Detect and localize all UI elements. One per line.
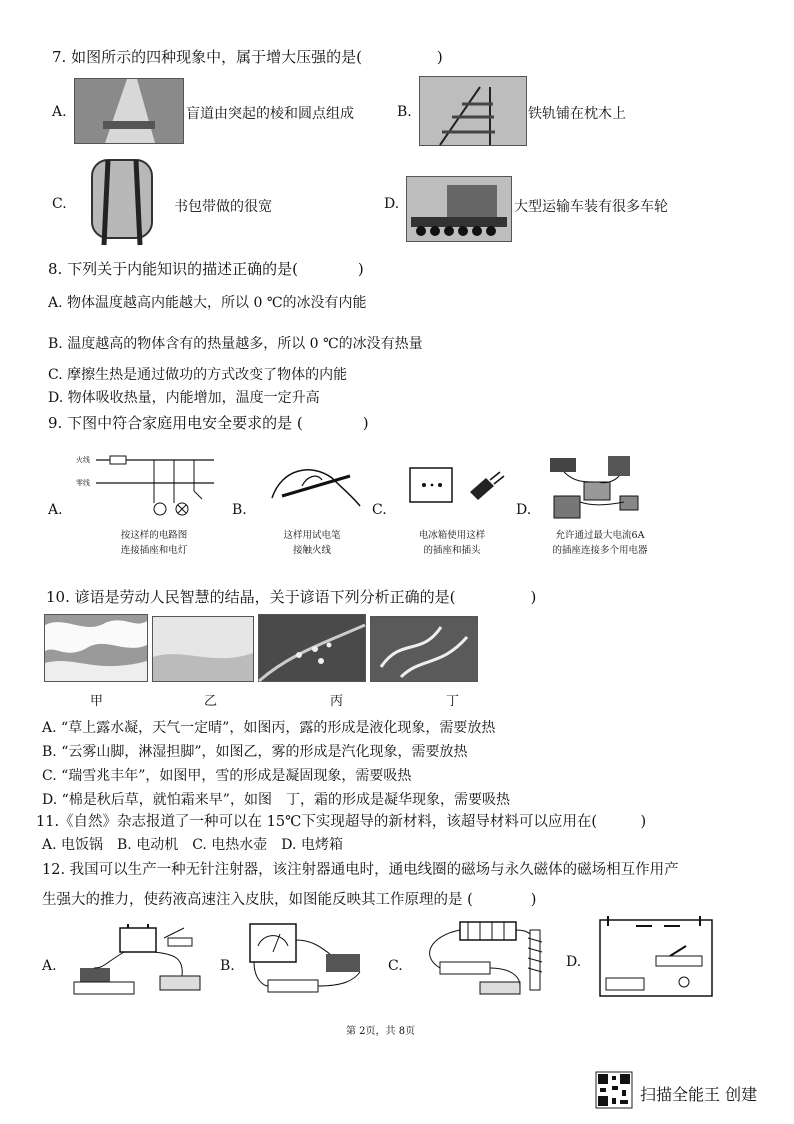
q12-stem-line1: 12. 我国可以生产一种无针注射器，该注射器通电时，通电线圈的磁场与永久磁体的磁场相互作用产	[42, 862, 679, 878]
q9-test-pen-illustration	[262, 458, 362, 508]
q8-option-a: A. 物体温度越高内能越大，所以 0 ℃的冰没有内能	[48, 295, 367, 311]
q7-option-d-letter: D.	[384, 196, 400, 212]
q10-option-a: A. “草上露水凝，天气一定晴”，如图丙，露的形成是液化现象，需要放热	[42, 720, 496, 736]
truck-illustration	[407, 177, 511, 241]
q8-stem: 8. 下列关于内能知识的描述正确的是( )	[48, 260, 364, 278]
q7-option-a-letter: A.	[52, 104, 67, 120]
q7-image-c	[74, 150, 170, 250]
q7-option-b-caption: 铁轨铺在枕木上	[528, 106, 626, 122]
q10-image-bing	[258, 614, 366, 682]
q10-image-ding	[370, 616, 478, 682]
watermark-text: 扫描全能王 创建	[640, 1085, 758, 1104]
q9-option-c-caption-line2: 的插座和插头	[423, 545, 481, 556]
blind-path-illustration	[75, 79, 183, 143]
q12-apparatus-a	[64, 924, 214, 1002]
q10-label-yi: 乙	[204, 694, 218, 709]
dew-illustration	[259, 615, 365, 681]
q10-option-d: D. “棉是秋后草，就怕霜来早”，如图 丁，霜的形成是凝华现象，需要吸热	[42, 792, 510, 808]
q8-option-b: B. 温度越高的物体含有的热量越多，所以 0 ℃的冰没有热量	[48, 336, 423, 352]
q9-option-d-caption-line2: 的插座连接多个用电器	[552, 545, 648, 556]
q9-option-a-caption-line1: 按这样的电路图	[120, 530, 188, 541]
q10-label-jia: 甲	[90, 694, 104, 709]
q9-live-wire-label: 火线	[76, 456, 90, 464]
q8-option-d: D. 物体吸收热量，内能增加，温度一定升高	[48, 390, 320, 406]
qr-code-icon	[596, 1072, 632, 1108]
q9-option-c-caption	[402, 528, 502, 558]
q10-option-c: C. “瑞雪兆丰年”，如图甲，雪的形成是凝固现象，需要吸热	[42, 768, 412, 784]
q7-image-a	[74, 78, 184, 144]
q12-stem-line2: 生强大的推力，使药液高速注入皮肤，如图能反映其工作原理的是 ( )	[42, 892, 537, 908]
railway-illustration	[420, 77, 526, 145]
q7-option-c-letter: C.	[52, 196, 67, 212]
q12-apparatus-c	[410, 916, 550, 1002]
q9-option-d-letter: D.	[516, 502, 532, 518]
q11-stem: 11.《自然》杂志报道了一种可以在 15℃下实现超导的新材料，该超导材料可以应用在( )	[36, 814, 647, 830]
q9-power-strip-illustration	[544, 452, 644, 524]
q7-image-b	[419, 76, 527, 146]
q10-label-ding: 丁	[446, 694, 460, 709]
q7-option-a-caption: 盲道由突起的棱和圆点组成	[186, 106, 354, 122]
q7-option-c-caption: 书包带做的很宽	[174, 199, 272, 215]
q9-circuit-diagram	[96, 455, 216, 517]
q9-neutral-wire-label: 零线	[76, 479, 90, 487]
q7-option-b-letter: B.	[397, 104, 412, 120]
q9-option-c-caption-line1: 电冰箱使用这样	[418, 530, 486, 541]
q10-image-jia	[44, 614, 148, 682]
q10-stem: 10. 谚语是劳动人民智慧的结晶，关于谚语下列分析正确的是( )	[46, 588, 537, 606]
q9-option-b-letter: B.	[232, 502, 247, 518]
snow-illustration	[45, 615, 147, 681]
q9-option-c-letter: C.	[372, 502, 387, 518]
q12-option-a-letter: A.	[42, 958, 57, 974]
q7-option-d-caption: 大型运输车装有很多车轮	[514, 199, 668, 215]
q9-option-a-caption	[104, 528, 204, 558]
fog-illustration	[153, 617, 253, 681]
q7-image-d	[406, 176, 512, 242]
q9-stem: 9. 下图中符合家庭用电安全要求的是 ( )	[48, 414, 369, 432]
q10-option-b: B. “云雾山脚，淋湿担脚”，如图乙，雾的形成是汽化现象，需要放热	[42, 744, 468, 760]
q12-option-c-letter: C.	[388, 958, 403, 974]
q9-option-b-caption-line1: 这样用试电笔	[283, 530, 341, 541]
q12-apparatus-b	[244, 920, 376, 1000]
q9-socket-plug-illustration	[408, 466, 508, 506]
q9-option-d-caption-line1: 允许通过最大电流6A	[555, 530, 645, 541]
q9-option-a-caption-line2: 连接插座和电灯	[120, 545, 188, 556]
page-footer: 第 2页，共 8页	[346, 1026, 416, 1037]
q8-option-c: C. 摩擦生热是通过做功的方式改变了物体的内能	[48, 367, 348, 383]
q11-options: A. 电饭锅 B. 电动机 C. 电热水壶 D. 电烤箱	[42, 837, 343, 853]
backpack-illustration	[74, 150, 170, 250]
q9-option-a-letter: A.	[48, 502, 63, 518]
q9-option-b-caption	[262, 528, 362, 558]
q9-option-d-caption	[540, 528, 660, 558]
q9-option-b-caption-line2: 接触火线	[292, 545, 331, 556]
q12-option-d-letter: D.	[566, 954, 582, 970]
q10-image-yi	[152, 616, 254, 682]
q12-option-b-letter: B.	[220, 958, 235, 974]
q10-label-bing: 丙	[330, 694, 344, 709]
q7-stem: 7. 如图所示的四种现象中，属于增大压强的是( )	[52, 48, 443, 66]
frost-illustration	[371, 617, 477, 681]
q12-apparatus-d	[596, 914, 718, 1002]
